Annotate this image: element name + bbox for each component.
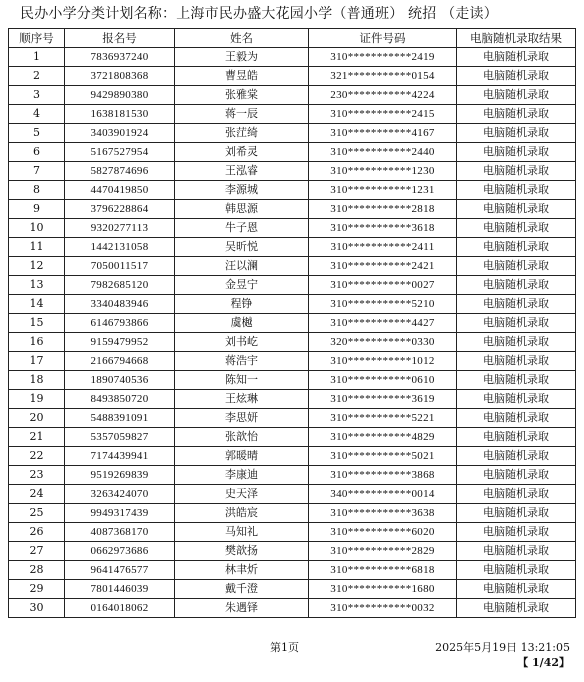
cell-result: 电脑随机录取 (457, 352, 576, 371)
cell-name: 李源城 (175, 181, 309, 200)
cell-name: 虞樾 (175, 314, 309, 333)
cell-application-number: 2166794668 (65, 352, 175, 371)
cell-sequence: 30 (9, 599, 65, 618)
cell-result: 电脑随机录取 (457, 428, 576, 447)
cell-application-number: 0164018062 (65, 599, 175, 618)
cell-result: 电脑随机录取 (457, 200, 576, 219)
cell-application-number: 9429890380 (65, 86, 175, 105)
cell-name: 朱遇铎 (175, 599, 309, 618)
table-row (9, 143, 576, 162)
table-row (9, 523, 576, 542)
cell-name: 王炫琳 (175, 390, 309, 409)
cell-id-number: 310***********6818 (309, 561, 457, 580)
cell-application-number: 3721808368 (65, 67, 175, 86)
table-row (9, 48, 576, 67)
cell-sequence: 7 (9, 162, 65, 181)
cell-application-number: 7982685120 (65, 276, 175, 295)
cell-result: 电脑随机录取 (457, 466, 576, 485)
table-row (9, 162, 576, 181)
table-row (9, 580, 576, 599)
cell-id-number: 310***********2411 (309, 238, 457, 257)
cell-application-number: 5488391091 (65, 409, 175, 428)
cell-sequence: 16 (9, 333, 65, 352)
cell-result: 电脑随机录取 (457, 542, 576, 561)
cell-result: 电脑随机录取 (457, 333, 576, 352)
cell-id-number: 310***********5021 (309, 447, 457, 466)
cell-application-number: 3340483946 (65, 295, 175, 314)
cell-application-number: 4087368170 (65, 523, 175, 542)
cell-name: 马知礼 (175, 523, 309, 542)
table-row (9, 333, 576, 352)
cell-sequence: 24 (9, 485, 65, 504)
cell-sequence: 3 (9, 86, 65, 105)
cell-name: 金昱宁 (175, 276, 309, 295)
cell-sequence: 1 (9, 48, 65, 67)
cell-sequence: 11 (9, 238, 65, 257)
cell-name: 牛子恩 (175, 219, 309, 238)
cell-result: 电脑随机录取 (457, 124, 576, 143)
cell-sequence: 14 (9, 295, 65, 314)
cell-application-number: 7174439941 (65, 447, 175, 466)
cell-name: 汪以澜 (175, 257, 309, 276)
column-header-sequence: 顺序号 (9, 29, 65, 48)
cell-application-number: 9519269839 (65, 466, 175, 485)
cell-sequence: 29 (9, 580, 65, 599)
cell-id-number: 310***********1680 (309, 580, 457, 599)
cell-name: 蒋浩宇 (175, 352, 309, 371)
cell-name: 王泓睿 (175, 162, 309, 181)
cell-application-number: 7050011517 (65, 257, 175, 276)
cell-sequence: 9 (9, 200, 65, 219)
cell-application-number: 7836937240 (65, 48, 175, 67)
cell-name: 刘希灵 (175, 143, 309, 162)
cell-application-number: 9949317439 (65, 504, 175, 523)
cell-application-number: 3403901924 (65, 124, 175, 143)
cell-id-number: 310***********3638 (309, 504, 457, 523)
cell-result: 电脑随机录取 (457, 409, 576, 428)
cell-id-number: 340***********0014 (309, 485, 457, 504)
cell-id-number: 310***********1012 (309, 352, 457, 371)
table-row (9, 314, 576, 333)
cell-id-number: 310***********4167 (309, 124, 457, 143)
cell-result: 电脑随机录取 (457, 162, 576, 181)
cell-sequence: 4 (9, 105, 65, 124)
cell-id-number: 310***********1230 (309, 162, 457, 181)
cell-result: 电脑随机录取 (457, 371, 576, 390)
cell-id-number: 310***********5221 (309, 409, 457, 428)
cell-id-number: 321***********0154 (309, 67, 457, 86)
cell-result: 电脑随机录取 (457, 143, 576, 162)
column-header-result: 电脑随机录取结果 (457, 29, 576, 48)
table-row (9, 257, 576, 276)
cell-id-number: 320***********0330 (309, 333, 457, 352)
cell-name: 史天泽 (175, 485, 309, 504)
cell-id-number: 310***********2421 (309, 257, 457, 276)
cell-application-number: 0662973686 (65, 542, 175, 561)
cell-name: 林聿炘 (175, 561, 309, 580)
cell-name: 刘书屹 (175, 333, 309, 352)
cell-sequence: 17 (9, 352, 65, 371)
cell-result: 电脑随机录取 (457, 67, 576, 86)
cell-name: 蒋一辰 (175, 105, 309, 124)
cell-name: 陈知一 (175, 371, 309, 390)
column-header-application-number: 报名号 (65, 29, 175, 48)
cell-result: 电脑随机录取 (457, 219, 576, 238)
cell-id-number: 310***********4427 (309, 314, 457, 333)
cell-id-number: 230***********4224 (309, 86, 457, 105)
cell-result: 电脑随机录取 (457, 580, 576, 599)
document-title: 民办小学分类计划名称：上海市民办盛大花园小学（普通班） 统招 （走读） (20, 6, 498, 22)
cell-name: 洪皓宸 (175, 504, 309, 523)
cell-result: 电脑随机录取 (457, 523, 576, 542)
cell-sequence: 21 (9, 428, 65, 447)
cell-sequence: 6 (9, 143, 65, 162)
table-row (9, 219, 576, 238)
cell-result: 电脑随机录取 (457, 561, 576, 580)
cell-application-number: 3796228864 (65, 200, 175, 219)
cell-application-number: 9641476577 (65, 561, 175, 580)
cell-id-number: 310***********0610 (309, 371, 457, 390)
cell-sequence: 13 (9, 276, 65, 295)
cell-id-number: 310***********3868 (309, 466, 457, 485)
cell-sequence: 10 (9, 219, 65, 238)
table-row (9, 504, 576, 523)
cell-sequence: 18 (9, 371, 65, 390)
table-row (9, 466, 576, 485)
cell-sequence: 15 (9, 314, 65, 333)
cell-sequence: 25 (9, 504, 65, 523)
cell-id-number: 310***********0027 (309, 276, 457, 295)
table-row (9, 428, 576, 447)
cell-name: 程铮 (175, 295, 309, 314)
table-row (9, 352, 576, 371)
cell-sequence: 23 (9, 466, 65, 485)
cell-application-number: 9320277113 (65, 219, 175, 238)
admission-results-table (8, 28, 576, 618)
cell-name: 王毅为 (175, 48, 309, 67)
cell-name: 吴昕悦 (175, 238, 309, 257)
page-count: 【 1/42】 (517, 656, 570, 669)
cell-application-number: 5357059827 (65, 428, 175, 447)
cell-sequence: 28 (9, 561, 65, 580)
cell-name: 郭暖晴 (175, 447, 309, 466)
cell-name: 戴千澄 (175, 580, 309, 599)
cell-id-number: 310***********1231 (309, 181, 457, 200)
cell-result: 电脑随机录取 (457, 599, 576, 618)
cell-result: 电脑随机录取 (457, 257, 576, 276)
table-row (9, 447, 576, 466)
cell-result: 电脑随机录取 (457, 48, 576, 67)
table-header-row (9, 29, 576, 48)
cell-result: 电脑随机录取 (457, 314, 576, 333)
cell-result: 电脑随机录取 (457, 86, 576, 105)
table-row (9, 371, 576, 390)
cell-result: 电脑随机录取 (457, 238, 576, 257)
cell-sequence: 8 (9, 181, 65, 200)
cell-result: 电脑随机录取 (457, 485, 576, 504)
cell-id-number: 310***********0032 (309, 599, 457, 618)
cell-name: 曹昱皓 (175, 67, 309, 86)
cell-name: 张雅棠 (175, 86, 309, 105)
cell-id-number: 310***********2440 (309, 143, 457, 162)
cell-name: 张歆怡 (175, 428, 309, 447)
table-row (9, 67, 576, 86)
table-row (9, 181, 576, 200)
cell-sequence: 19 (9, 390, 65, 409)
print-timestamp: 2025年5月19日 13:21:05 (435, 641, 570, 654)
cell-result: 电脑随机录取 (457, 447, 576, 466)
table-row (9, 124, 576, 143)
cell-application-number: 1638181530 (65, 105, 175, 124)
table-row (9, 238, 576, 257)
cell-application-number: 8493850720 (65, 390, 175, 409)
cell-application-number: 1442131058 (65, 238, 175, 257)
cell-sequence: 22 (9, 447, 65, 466)
cell-application-number: 1890740536 (65, 371, 175, 390)
page-label: 第1页 (270, 641, 299, 654)
cell-application-number: 5167527954 (65, 143, 175, 162)
table-row (9, 200, 576, 219)
table-row (9, 86, 576, 105)
cell-id-number: 310***********5210 (309, 295, 457, 314)
cell-sequence: 27 (9, 542, 65, 561)
cell-result: 电脑随机录取 (457, 181, 576, 200)
table-row (9, 561, 576, 580)
cell-id-number: 310***********4829 (309, 428, 457, 447)
cell-id-number: 310***********2419 (309, 48, 457, 67)
table-row (9, 276, 576, 295)
cell-name: 张茳绮 (175, 124, 309, 143)
table-row (9, 105, 576, 124)
cell-sequence: 26 (9, 523, 65, 542)
cell-application-number: 4470419850 (65, 181, 175, 200)
cell-application-number: 9159479952 (65, 333, 175, 352)
cell-id-number: 310***********3618 (309, 219, 457, 238)
cell-sequence: 5 (9, 124, 65, 143)
cell-id-number: 310***********2829 (309, 542, 457, 561)
cell-name: 韩思源 (175, 200, 309, 219)
table-row (9, 390, 576, 409)
cell-name: 樊歆扬 (175, 542, 309, 561)
cell-sequence: 12 (9, 257, 65, 276)
cell-application-number: 6146793866 (65, 314, 175, 333)
cell-sequence: 20 (9, 409, 65, 428)
cell-result: 电脑随机录取 (457, 105, 576, 124)
cell-name: 李思妍 (175, 409, 309, 428)
cell-result: 电脑随机录取 (457, 390, 576, 409)
cell-id-number: 310***********3619 (309, 390, 457, 409)
table-row (9, 409, 576, 428)
cell-id-number: 310***********6020 (309, 523, 457, 542)
table-row (9, 295, 576, 314)
cell-application-number: 3263424070 (65, 485, 175, 504)
cell-result: 电脑随机录取 (457, 295, 576, 314)
cell-application-number: 5827874696 (65, 162, 175, 181)
column-header-id-number: 证件号码 (309, 29, 457, 48)
cell-application-number: 7801446039 (65, 580, 175, 599)
table-row (9, 599, 576, 618)
cell-id-number: 310***********2415 (309, 105, 457, 124)
table-row (9, 542, 576, 561)
table-body (9, 48, 576, 618)
cell-result: 电脑随机录取 (457, 504, 576, 523)
table-row (9, 485, 576, 504)
column-header-name: 姓名 (175, 29, 309, 48)
cell-sequence: 2 (9, 67, 65, 86)
cell-id-number: 310***********2818 (309, 200, 457, 219)
cell-result: 电脑随机录取 (457, 276, 576, 295)
cell-name: 李康迪 (175, 466, 309, 485)
